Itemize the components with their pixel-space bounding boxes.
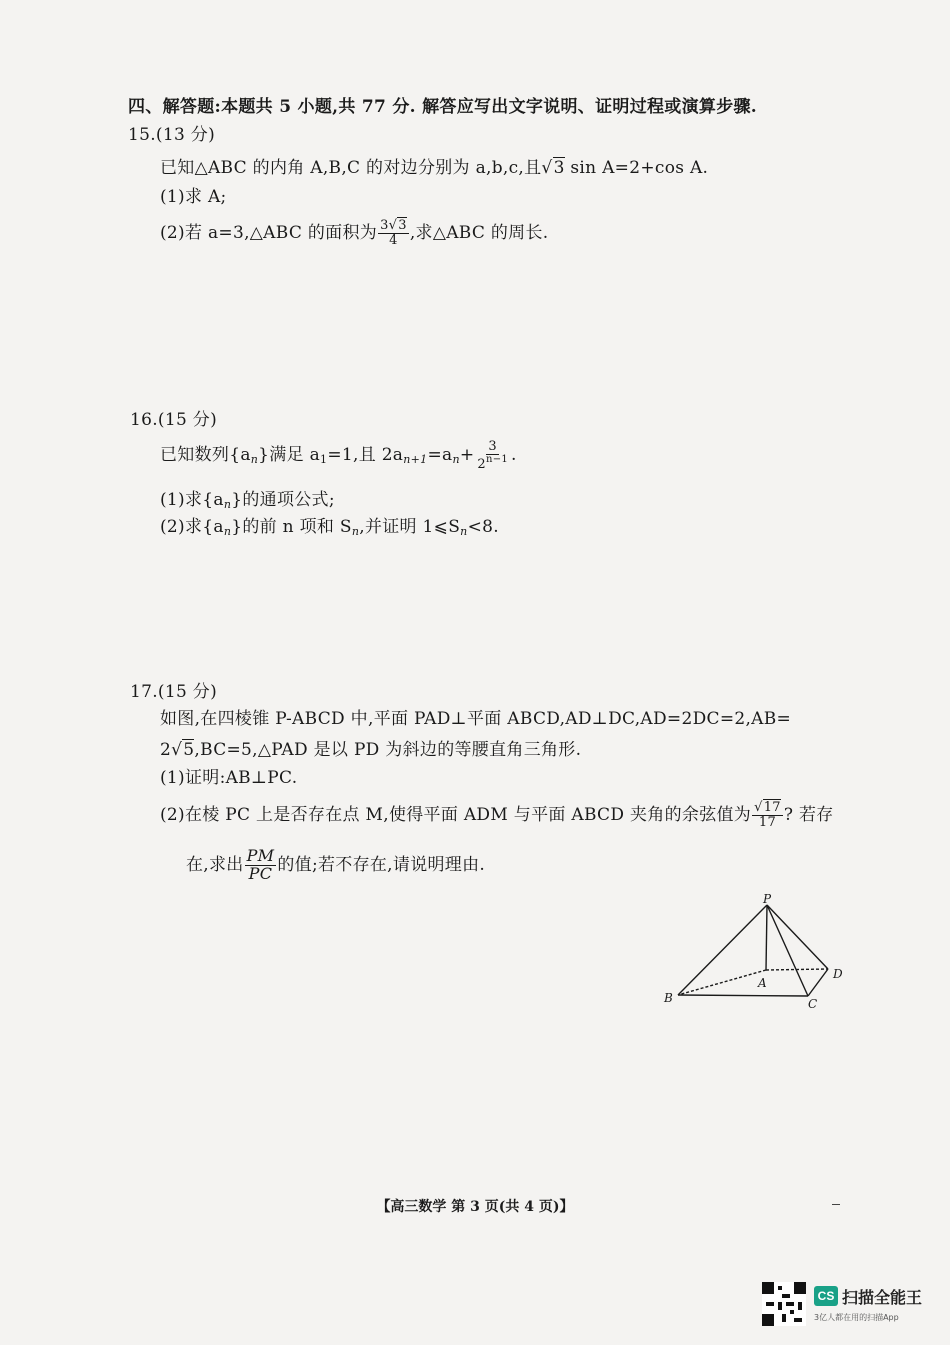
q17-p2-line2-b: 的值;若不存在,请说明理由. (277, 854, 486, 875)
pyramid-figure (660, 892, 850, 1014)
q17-stem-line2: 2√5,BC=5,△PAD 是以 PD 为斜边的等腰直角三角形. (160, 740, 582, 760)
camscanner-tagline: 3亿人都在用的扫描App (814, 1313, 899, 1322)
q17-p2-b: ? 若存 (783, 805, 834, 825)
q17-ratio-den: PC (248, 863, 273, 883)
edge-pb (678, 905, 767, 995)
q15-stem (160, 153, 708, 178)
q16-p2-sub2: n (351, 525, 360, 538)
q16-frac-num: 3 (488, 439, 497, 454)
q15-header: 15.(13 分) (128, 125, 216, 145)
q16-stem-a: 已知数列{a (160, 445, 251, 466)
q15-stem-b: sin A=2+cos A. (564, 158, 709, 178)
label-a: A (758, 976, 767, 990)
q16-p2-c: ,并证明 1⩽S (359, 517, 461, 537)
section-heading: 四、解答题:本题共 5 小题,共 77 分. 解答应写出文字说明、证明过程或演算步骤. (128, 97, 758, 117)
label-c: C (808, 997, 818, 1011)
edge-pc (767, 905, 808, 996)
q16-part2 (160, 512, 499, 538)
camscanner-name: 扫描全能王 (842, 1288, 923, 1307)
label-p: P (763, 892, 772, 906)
q16-p1-a: (1)求{a (160, 490, 224, 510)
q17-stem2-b: ,BC=5,△PAD 是以 PD 为斜边的等腰直角三角形. (194, 740, 582, 760)
q15-area-sqrt: 3 (398, 218, 407, 234)
q17-cos-den: 17 (758, 815, 777, 830)
q15-part1: (1)求 A; (160, 187, 227, 207)
q17-sqrt: 5 (183, 740, 195, 760)
q17-part1: (1)证明:AB⊥PC. (160, 768, 298, 788)
q16-sub1: 1 (320, 453, 328, 467)
q15-area-fraction: $\frac{3√3}{4}$ (380, 218, 407, 248)
q15-stem-a: 已知△ABC 的内角 A,B,C 的对边分别为 a,b,c,且 (160, 158, 542, 178)
edge-pa (766, 905, 767, 970)
q16-p2-sub3: n (460, 525, 468, 538)
edge-pd (767, 905, 828, 969)
q16-p2-d: <8. (467, 517, 499, 537)
q17-stem-line1: 如图,在四棱锥 P-ABCD 中,平面 PAD⊥平面 ABCD,AD⊥DC,AD=2DC=2,AB= (160, 709, 792, 729)
q15-part2 (160, 218, 549, 248)
q16-stem (160, 440, 517, 471)
scan-dash (832, 1204, 840, 1205)
q16-p2-a: (2)求{a (160, 517, 224, 537)
q16-p1-sub: n (223, 498, 232, 511)
q17-p2-line2-a: 在,求出 (186, 854, 244, 875)
qr-code-icon (762, 1282, 806, 1326)
q17-cos-fraction: $\frac{√17}{17}$ (754, 800, 781, 830)
q16-stem-b: }满足 a (258, 445, 321, 466)
label-b: B (664, 991, 673, 1005)
q17-p2-a: (2)在棱 PC 上是否存在点 M,使得平面 ADM 与平面 ABCD 夹角的余弦值为 (160, 805, 752, 825)
page-footer: 【高三数学 第 3 页(共 4 页)】 (376, 1199, 574, 1215)
q16-frac-exp: n−1 (485, 453, 509, 465)
edge-bc (678, 995, 808, 996)
q15-area-coef: 3 (380, 218, 389, 234)
q15-sqrt-arg: 3 (553, 158, 565, 178)
q16-frac-base: 2 (477, 456, 486, 472)
q15-p2-a: (2)若 a=3,△ABC 的面积为 (160, 223, 378, 243)
q17-coef: 2 (160, 740, 172, 760)
q16-p1-b: }的通项公式; (231, 490, 335, 510)
q15-p2-b: ,求△ABC 的周长. (409, 223, 549, 243)
edge-ad (766, 969, 828, 970)
q16-part1 (160, 485, 335, 511)
q16-p2-b: }的前 n 项和 S (231, 517, 352, 537)
camscanner-logo: CS (814, 1286, 838, 1306)
q17-ratio-fraction (245, 848, 277, 883)
q17-cos-num: 17 (763, 800, 781, 816)
q16-p2-sub: n (223, 525, 232, 538)
q17-ratio-num: PM (246, 846, 275, 865)
label-d: D (833, 967, 843, 981)
q16-sub: n (250, 453, 259, 467)
q17-part2-line2 (186, 848, 485, 883)
sqrt-sign: √ (541, 158, 553, 178)
q16-header: 16.(15 分) (130, 410, 218, 430)
q16-sub3: n (452, 453, 460, 467)
q16-stem-d: =a (427, 445, 453, 466)
q17-part2 (160, 800, 834, 830)
edge-cd (808, 969, 828, 996)
q16-stem-c: =1,且 2a (327, 445, 404, 466)
q16-stem-end: . (511, 445, 517, 466)
q16-fraction (475, 440, 510, 471)
q17-header: 17.(15 分) (130, 682, 218, 702)
q15-area-den: 4 (389, 233, 398, 248)
q16-sub2: n+1 (403, 453, 428, 467)
q16-stem-e: + (459, 445, 475, 466)
